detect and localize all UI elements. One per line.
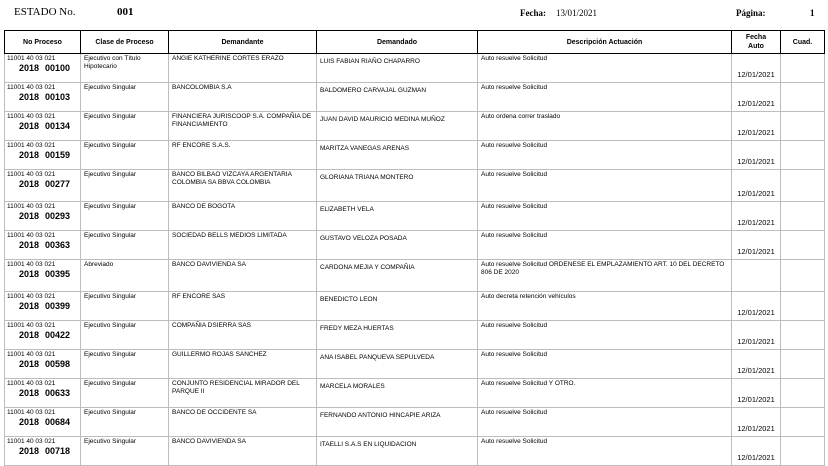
proceso-code: 11001 40 03 021: [7, 203, 56, 210]
proceso-number: 00395: [45, 268, 71, 279]
proceso-code: 11001 40 03 021: [7, 322, 56, 329]
proceso-number: 00159: [45, 149, 71, 160]
proceso-year: 2018: [19, 62, 40, 73]
cell-cuad: [781, 321, 825, 350]
proceso-year: 2018: [19, 239, 40, 250]
proceso-radicado: [7, 330, 80, 340]
table-row: [5, 321, 825, 350]
cell-descripcion: Auto resuelve Solicitud: [478, 231, 732, 260]
cell-demandante: BANCO DE BOGOTA: [169, 202, 317, 231]
cell-cuad: [781, 260, 825, 292]
cell-clase: Ejecutivo Singular: [81, 202, 169, 231]
col-descripcion: Descripción Actuación: [478, 31, 732, 54]
cell-demandante: RF ENCORE SAS: [169, 292, 317, 321]
cell-cuad: [781, 202, 825, 231]
cell-descripcion: Auto resuelve Solicitud: [478, 321, 732, 350]
proceso-code: 11001 40 03 021: [7, 171, 56, 178]
proceso-year: 2018: [19, 387, 40, 398]
cell-descripcion: Auto resuelve Solicitud ORDENESE EL EMPLAZAMIENTO ART. 10 DEL DECRETO 806 DE 2020: [478, 260, 732, 292]
proceso-code: 11001 40 03 021: [7, 84, 56, 91]
cell-clase: Ejecutivo Singular: [81, 141, 169, 170]
proceso-radicado: [7, 121, 80, 131]
cell-clase: Ejecutivo Singular: [81, 321, 169, 350]
proceso-year: 2018: [19, 358, 40, 369]
cell-demandante: COMPAÑIA DSIERRA SAS: [169, 321, 317, 350]
table-row: [5, 112, 825, 141]
document-header: [0, 6, 828, 22]
cell-no-proceso: [5, 379, 81, 408]
col-fecha-auto-line2: Auto: [748, 43, 764, 50]
cell-descripcion: Auto resuelve Solicitud: [478, 350, 732, 379]
proceso-year: 2018: [19, 149, 40, 160]
table-row: [5, 408, 825, 437]
cell-fecha-auto: [732, 260, 781, 292]
proceso-code: 11001 40 03 021: [7, 351, 56, 358]
cell-demandante: FINANCIERA JURISCOOP S.A. COMPAÑIA DE FINANCIAMIENTO: [169, 112, 317, 141]
proceso-code: 11001 40 03 021: [7, 232, 56, 239]
cell-demandado: FREDY MEZA HUERTAS: [317, 321, 478, 350]
cell-no-proceso: [5, 260, 81, 292]
cell-descripcion: Auto resuelve Solicitud: [478, 83, 732, 112]
table-row: [5, 437, 825, 466]
proceso-radicado: [7, 63, 80, 73]
cell-clase: Ejecutivo Singular: [81, 231, 169, 260]
cell-demandado: ITAELLI S.A.S EN LIQUIDACION: [317, 437, 478, 466]
pagina-value: 1: [810, 8, 815, 18]
cell-no-proceso: [5, 292, 81, 321]
cell-descripcion: Auto resuelve Solicitud: [478, 408, 732, 437]
cell-demandante: BANCO DE OCCIDENTE SA: [169, 408, 317, 437]
cell-demandado: ELIZABETH VELA: [317, 202, 478, 231]
proceso-number: 00633: [45, 387, 71, 398]
proceso-radicado: [7, 211, 80, 221]
cell-demandado: GUSTAVO VELOZA POSADA: [317, 231, 478, 260]
cell-demandante: RF ENCORE S.A.S.: [169, 141, 317, 170]
cell-clase: Ejecutivo Singular: [81, 379, 169, 408]
table-row: [5, 54, 825, 83]
cell-demandado: MARCELA MORALES: [317, 379, 478, 408]
cell-no-proceso: [5, 54, 81, 83]
cell-descripcion: Auto resuelve Solicitud: [478, 54, 732, 83]
proceso-year: 2018: [19, 120, 40, 131]
table-row: [5, 292, 825, 321]
proceso-year: 2018: [19, 445, 40, 456]
col-demandante: Demandante: [169, 31, 317, 54]
cell-demandado: LUIS FABIAN RIAÑO CHAPARRO: [317, 54, 478, 83]
proceso-code: 11001 40 03 021: [7, 380, 56, 387]
cell-demandante: CONJUNTO RESIDENCIAL MIRADOR DEL PARQUE II: [169, 379, 317, 408]
proceso-radicado: [7, 359, 80, 369]
cell-no-proceso: [5, 83, 81, 112]
cell-descripcion: Auto ordena correr traslado: [478, 112, 732, 141]
cell-cuad: [781, 292, 825, 321]
fecha-label: Fecha:: [520, 8, 546, 18]
cell-cuad: [781, 437, 825, 466]
cell-clase: Ejecutivo Singular: [81, 292, 169, 321]
proceso-number: 00399: [45, 300, 71, 311]
proceso-radicado: [7, 179, 80, 189]
estado-value: 001: [117, 6, 134, 18]
proceso-number: 00684: [45, 416, 71, 427]
cell-cuad: [781, 54, 825, 83]
cell-fecha-auto: 12/01/2021: [732, 321, 781, 350]
cell-no-proceso: [5, 408, 81, 437]
cell-demandante: GUILLERMO ROJAS SANCHEZ: [169, 350, 317, 379]
proceso-number: 00103: [45, 91, 71, 102]
proceso-year: 2018: [19, 178, 40, 189]
proceso-radicado: [7, 150, 80, 160]
table-row: [5, 260, 825, 292]
proceso-radicado: [7, 269, 80, 279]
cell-descripcion: Auto resuelve Solicitud: [478, 141, 732, 170]
cell-no-proceso: [5, 437, 81, 466]
cell-demandante: BANCO BILBAO VIZCAYA ARGENTARIA COLOMBIA SA BBVA COLOMBIA: [169, 170, 317, 202]
cell-fecha-auto: 12/01/2021: [732, 292, 781, 321]
cell-fecha-auto: 12/01/2021: [732, 112, 781, 141]
table-row: [5, 141, 825, 170]
table-row: [5, 379, 825, 408]
estado-label: ESTADO No.: [14, 6, 76, 18]
cell-clase: Ejecutivo Singular: [81, 408, 169, 437]
cell-no-proceso: [5, 350, 81, 379]
proceso-number: 00718: [45, 445, 71, 456]
cell-demandado: FERNANDO ANTONIO HINCAPIE ARIZA: [317, 408, 478, 437]
proceso-number: 00134: [45, 120, 71, 131]
proceso-code: 11001 40 03 021: [7, 438, 56, 445]
proceso-year: 2018: [19, 329, 40, 340]
cell-clase: Ejecutivo Singular: [81, 350, 169, 379]
col-demandado: Demandado: [317, 31, 478, 54]
cell-fecha-auto: 12/01/2021: [732, 437, 781, 466]
proceso-code: 11001 40 03 021: [7, 113, 56, 120]
cell-demandante: ANGIE KATHERINE CORTES ERAZO: [169, 54, 317, 83]
cell-fecha-auto: 12/01/2021: [732, 379, 781, 408]
proceso-radicado: [7, 240, 80, 250]
cell-clase: Ejecutivo Singular: [81, 437, 169, 466]
cell-cuad: [781, 350, 825, 379]
proceso-radicado: [7, 417, 80, 427]
proceso-year: 2018: [19, 210, 40, 221]
cell-fecha-auto: 12/01/2021: [732, 141, 781, 170]
cell-demandante: SOCIEDAD BELLS MEDIOS LIMITADA: [169, 231, 317, 260]
proceso-number: 00422: [45, 329, 71, 340]
cell-clase: Ejecutivo Singular: [81, 170, 169, 202]
cell-descripcion: Auto resuelve Solicitud: [478, 170, 732, 202]
cell-no-proceso: [5, 141, 81, 170]
proceso-year: 2018: [19, 416, 40, 427]
proceso-code: 11001 40 03 021: [7, 261, 56, 268]
proceso-radicado: [7, 92, 80, 102]
proceso-radicado: [7, 301, 80, 311]
cell-no-proceso: [5, 112, 81, 141]
table-row: [5, 170, 825, 202]
proceso-number: 00277: [45, 178, 71, 189]
cell-fecha-auto: 12/01/2021: [732, 202, 781, 231]
proceso-year: 2018: [19, 91, 40, 102]
proceso-number: 00100: [45, 62, 71, 73]
proceso-number: 00363: [45, 239, 71, 250]
proceso-code: 11001 40 03 021: [7, 293, 56, 300]
cell-demandado: ANA ISABEL PANQUEVA SEPULVEDA: [317, 350, 478, 379]
cell-clase: Abreviado: [81, 260, 169, 292]
table-row: [5, 350, 825, 379]
table-row: [5, 83, 825, 112]
cell-clase: Ejecutivo Singular: [81, 83, 169, 112]
cell-fecha-auto: 12/01/2021: [732, 408, 781, 437]
cell-cuad: [781, 170, 825, 202]
proceso-number: 00598: [45, 358, 71, 369]
estado-table: [4, 30, 825, 466]
proceso-radicado: [7, 388, 80, 398]
cell-no-proceso: [5, 231, 81, 260]
cell-demandado: JUAN DAVID MAURICIO MEDINA MUÑOZ: [317, 112, 478, 141]
proceso-code: 11001 40 03 021: [7, 409, 56, 416]
cell-no-proceso: [5, 321, 81, 350]
proceso-number: 00293: [45, 210, 71, 221]
cell-cuad: [781, 141, 825, 170]
cell-clase: Ejecutivo Singular: [81, 112, 169, 141]
cell-cuad: [781, 379, 825, 408]
cell-demandado: MARITZA VANEGAS ARENAS: [317, 141, 478, 170]
table-body: [5, 54, 825, 466]
col-fecha-auto: [732, 31, 781, 54]
cell-cuad: [781, 112, 825, 141]
cell-descripcion: Auto decreta retención vehículos: [478, 292, 732, 321]
table-row: [5, 231, 825, 260]
cell-no-proceso: [5, 202, 81, 231]
col-no-proceso: No Proceso: [5, 31, 81, 54]
cell-fecha-auto: 12/01/2021: [732, 170, 781, 202]
cell-demandado: GLORIANA TRIANA MONTERO: [317, 170, 478, 202]
cell-descripcion: Auto resuelve Solicitud: [478, 437, 732, 466]
cell-cuad: [781, 408, 825, 437]
table-header-row: [5, 31, 825, 54]
cell-demandante: BANCO DAVIVIENDA SA: [169, 437, 317, 466]
cell-cuad: [781, 83, 825, 112]
proceso-code: 11001 40 03 021: [7, 55, 56, 62]
cell-demandado: CARDONA MEJIA Y COMPAÑIA: [317, 260, 478, 292]
fecha-value: 13/01/2021: [556, 8, 598, 18]
cell-descripcion: Auto resuelve Solicitud: [478, 202, 732, 231]
proceso-radicado: [7, 446, 80, 456]
cell-descripcion: Auto resuelve Solicitud Y OTRO.: [478, 379, 732, 408]
proceso-code: 11001 40 03 021: [7, 142, 56, 149]
col-fecha-auto-line1: Fecha: [745, 34, 767, 41]
cell-no-proceso: [5, 170, 81, 202]
cell-demandado: BALDOMERO CARVAJAL GUZMAN: [317, 83, 478, 112]
col-cuad: Cuad.: [781, 31, 825, 54]
proceso-year: 2018: [19, 268, 40, 279]
cell-clase: Ejecutivo con Título Hipotecario: [81, 54, 169, 83]
cell-demandado: BENEDICTO LEON: [317, 292, 478, 321]
cell-fecha-auto: 12/01/2021: [732, 231, 781, 260]
proceso-year: 2018: [19, 300, 40, 311]
cell-fecha-auto: 12/01/2021: [732, 83, 781, 112]
cell-demandante: BANCOLOMBIA S.A: [169, 83, 317, 112]
cell-cuad: [781, 231, 825, 260]
pagina-label: Página:: [736, 8, 766, 18]
table-row: [5, 202, 825, 231]
cell-fecha-auto: 12/01/2021: [732, 350, 781, 379]
cell-demandante: BANCO DAVIVIENDA SA: [169, 260, 317, 292]
cell-fecha-auto: 12/01/2021: [732, 54, 781, 83]
col-clase: Clase de Proceso: [81, 31, 169, 54]
